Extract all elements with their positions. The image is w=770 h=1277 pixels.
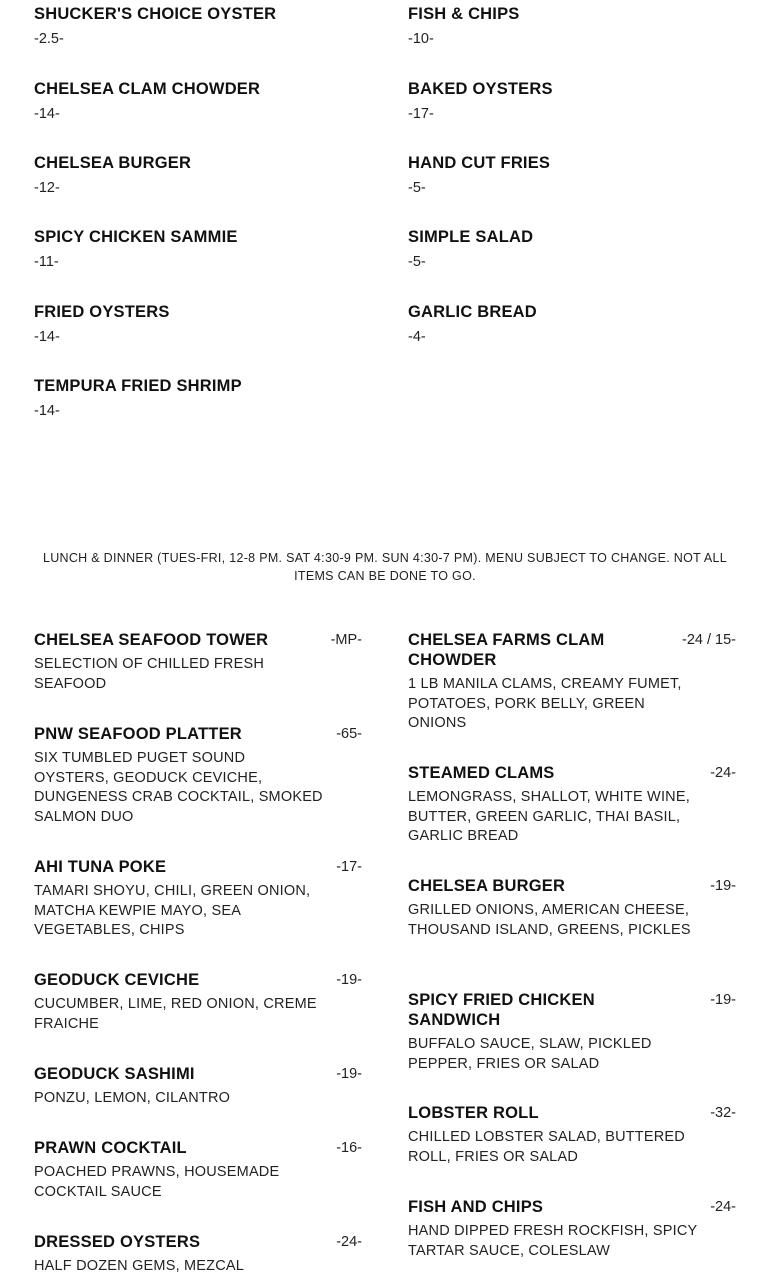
item-price: -24 / 15-: [682, 632, 736, 648]
item-name: STEAMED CLAMS: [408, 764, 555, 782]
item-price: -19-: [710, 992, 736, 1008]
item-name: HAND CUT FRIES: [408, 154, 551, 172]
item-name: CHELSEA CLAM CHOWDER: [34, 80, 261, 98]
item-description: CHILLED LOBSTER SALAD, BUTTERED ROLL, FRIES OR SALAD: [408, 1129, 685, 1165]
item-description: GRILLED ONIONS, AMERICAN CHEESE, THOUSAND ISLAND, GREENS, PICKLES: [408, 902, 691, 938]
quick-menu-item: [408, 79, 736, 124]
item-name: AHI TUNA POKE: [34, 858, 167, 876]
item-price: -19-: [336, 972, 362, 988]
menu-item: [408, 630, 736, 734]
menu-item: [408, 876, 736, 940]
hours-note: LUNCH & DINNER (TUES-FRI, 12-8 PM. SAT 4:30-9 PM. SUN 4:30-7 PM). MENU SUBJECT TO CHANGE. NOT ALL ITEMS CAN BE DONE TO GO.: [42, 551, 728, 583]
quick-menu-item: [34, 302, 362, 347]
item-description: 1 LB MANILA CLAMS, CREAMY FUMET, POTATOES, PORK BELLY, GREEN ONIONS: [408, 676, 682, 731]
menu-item: [34, 1138, 362, 1202]
item-name: FRIED OYSTERS: [34, 303, 170, 321]
item-price: -5-: [408, 180, 426, 196]
item-description: CUCUMBER, LIME, RED ONION, CREME FRAICHE: [34, 996, 317, 1032]
quick-menu-item: [408, 227, 736, 272]
item-description: HALF DOZEN GEMS, MEZCAL: [34, 1258, 245, 1274]
item-name: FISH AND CHIPS: [408, 1198, 544, 1216]
menu-item: [408, 1103, 736, 1167]
quick-menu-item: [34, 227, 362, 272]
item-price: -32-: [710, 1105, 736, 1121]
item-name: TEMPURA FRIED SHRIMP: [34, 377, 242, 395]
menu-item: [408, 763, 736, 847]
item-description: PONZU, LEMON, CILANTRO: [34, 1090, 231, 1106]
menu-item: [34, 724, 362, 827]
item-name: SIMPLE SALAD: [408, 228, 534, 246]
item-name: PNW SEAFOOD PLATTER: [34, 725, 242, 743]
menu-item: [34, 857, 362, 941]
item-price: -65-: [336, 726, 362, 742]
item-name: CHELSEA BURGER: [408, 877, 566, 895]
item-name: GEODUCK CEVICHE: [34, 971, 200, 989]
item-description: SELECTION OF CHILLED FRESH SEAFOOD: [34, 656, 264, 692]
quick-menu-item: [34, 79, 362, 124]
item-name: CHELSEA SEAFOOD TOWER: [34, 631, 269, 649]
menu-item: [408, 1197, 736, 1261]
item-price: -4-: [408, 329, 426, 345]
item-price: -12-: [34, 180, 60, 196]
item-name: CHELSEA BURGER: [34, 154, 192, 172]
menu-item: [408, 990, 736, 1074]
item-price: -5-: [408, 254, 426, 270]
item-name: GARLIC BREAD: [408, 303, 537, 321]
quick-menu-item: [34, 153, 362, 198]
item-price: -19-: [710, 878, 736, 894]
item-name: BAKED OYSTERS: [408, 80, 553, 98]
item-price: -16-: [336, 1140, 362, 1156]
item-description: LEMONGRASS, SHALLOT, WHITE WINE, BUTTER, GREEN GARLIC, THAI BASIL, GARLIC BREAD: [408, 789, 690, 844]
menu-item: [34, 1064, 362, 1109]
menu-item: [34, 1232, 362, 1277]
item-price: -14-: [34, 329, 60, 345]
quick-menu-item: [34, 4, 362, 49]
item-name: FISH & CHIPS: [408, 5, 520, 23]
item-price: -24-: [710, 765, 736, 781]
item-name: SHUCKER'S CHOICE OYSTER: [34, 5, 277, 23]
item-price: -24-: [710, 1199, 736, 1215]
item-price: -19-: [336, 1066, 362, 1082]
item-name: CHELSEA FARMS CLAM CHOWDER: [408, 631, 605, 669]
item-price: -MP-: [330, 632, 362, 648]
item-description: POACHED PRAWNS, HOUSEMADE COCKTAIL SAUCE: [34, 1164, 280, 1200]
item-price: -14-: [34, 403, 60, 419]
quick-menu-item: [34, 376, 362, 421]
item-description: HAND DIPPED FRESH ROCKFISH, SPICY TARTAR SAUCE, COLESLAW: [408, 1223, 698, 1259]
item-name: LOBSTER ROLL: [408, 1104, 539, 1122]
item-name: GEODUCK SASHIMI: [34, 1065, 195, 1083]
menu-item: [34, 970, 362, 1034]
item-name: SPICY CHICKEN SAMMIE: [34, 228, 238, 246]
item-name: DRESSED OYSTERS: [34, 1233, 201, 1251]
item-price: -17-: [336, 859, 362, 875]
quick-menu-item: [408, 302, 736, 347]
item-price: -10-: [408, 31, 434, 47]
item-description: SIX TUMBLED PUGET SOUND OYSTERS, GEODUCK CEVICHE, DUNGENESS CRAB COCKTAIL, SMOKED SALMON DUO: [34, 750, 323, 825]
quick-menu-item: [408, 4, 736, 49]
quick-menu-item: [408, 153, 736, 198]
item-name: PRAWN COCKTAIL: [34, 1139, 187, 1157]
item-price: -17-: [408, 106, 434, 122]
menu-item: [34, 630, 362, 694]
item-price: -2.5-: [34, 31, 64, 47]
item-name: SPICY FRIED CHICKEN SANDWICH: [408, 991, 595, 1029]
item-price: -24-: [336, 1234, 362, 1250]
item-price: -14-: [34, 106, 60, 122]
item-price: -11-: [34, 254, 59, 270]
item-description: TAMARI SHOYU, CHILI, GREEN ONION, MATCHA KEWPIE MAYO, SEA VEGETABLES, CHIPS: [34, 883, 311, 938]
item-description: BUFFALO SAUCE, SLAW, PICKLED PEPPER, FRIES OR SALAD: [408, 1036, 652, 1072]
